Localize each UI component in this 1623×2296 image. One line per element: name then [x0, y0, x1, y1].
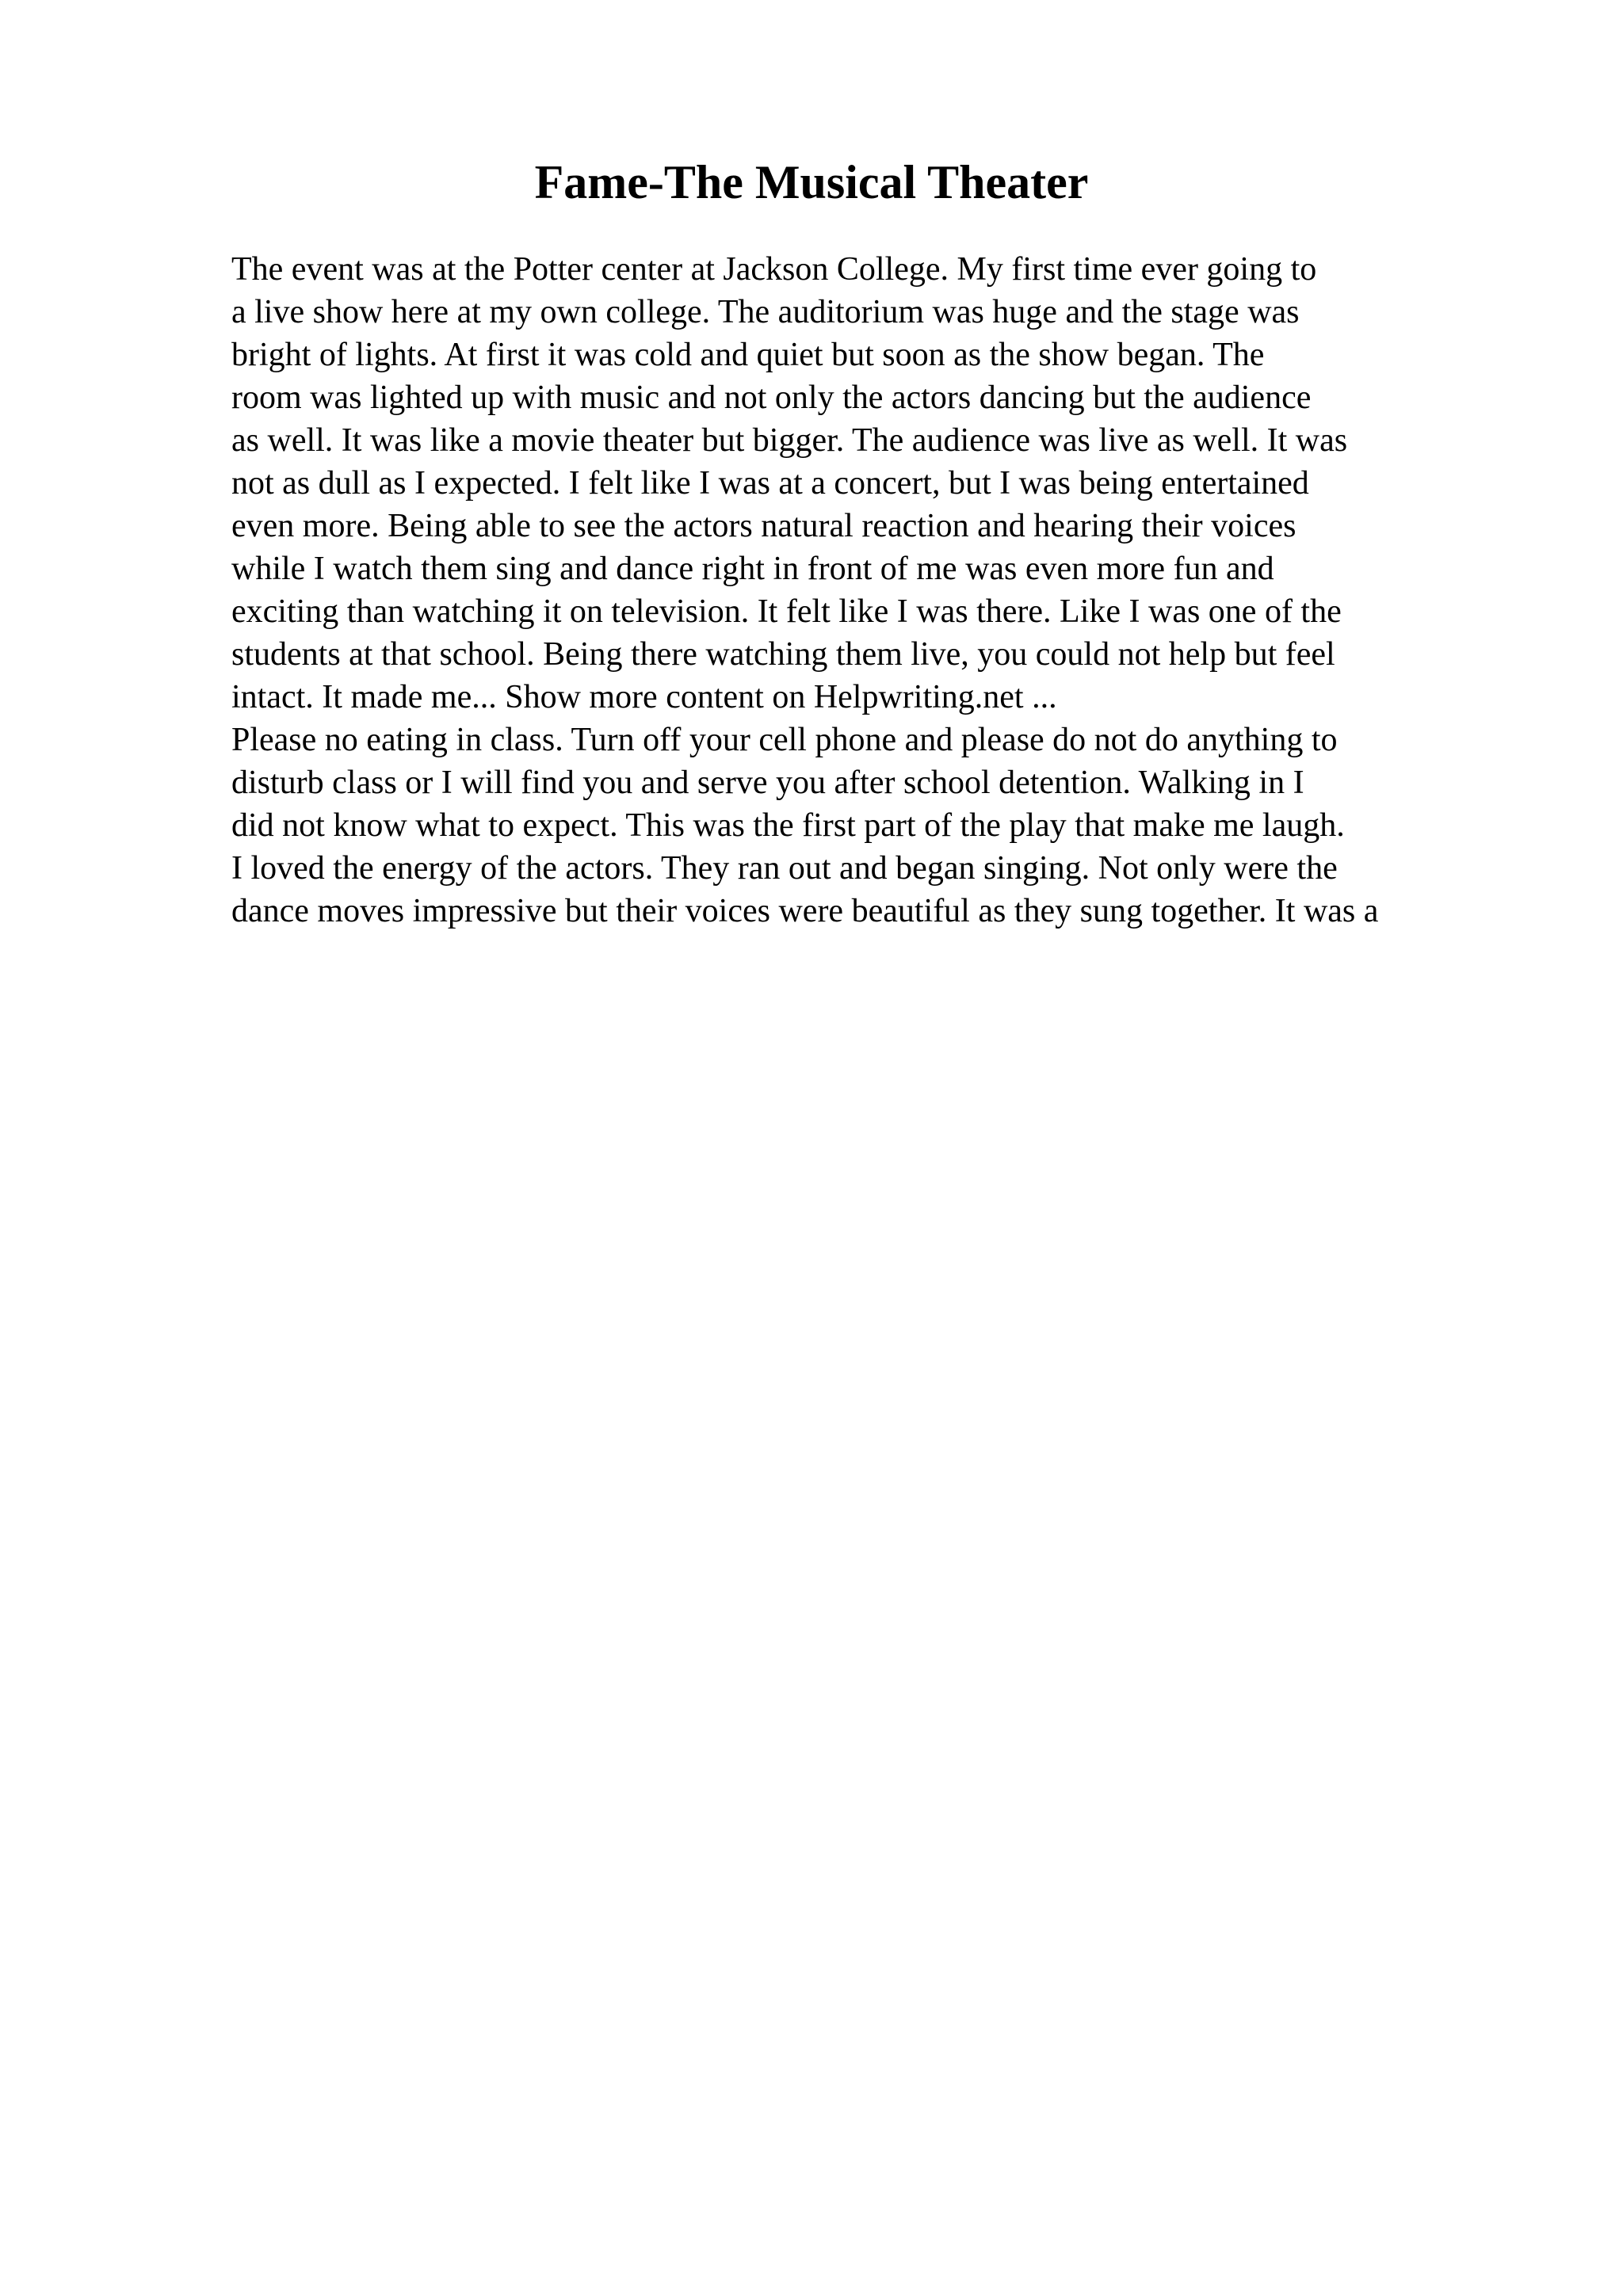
body-line: even more. Being able to see the actors natural reaction and hearing their voices	[231, 508, 1296, 544]
body-line: I loved the energy of the actors. They ran out and began singing. Not only were the	[231, 850, 1338, 887]
document-title: Fame-The Musical Theater	[534, 156, 1089, 208]
body-line: exciting than watching it on television. It felt like I was there. Like I was one of the	[231, 593, 1342, 630]
body-line: a live show here at my own college. The auditorium was huge and the stage was	[231, 294, 1300, 330]
body-line: as well. It was like a movie theater but bigger. The audience was live as well. It was	[231, 422, 1348, 459]
body-line: while I watch them sing and dance right in front of me was even more fun and	[231, 551, 1274, 587]
document-body	[231, 248, 1594, 933]
body-line: dance moves impressive but their voices were beautiful as they sung together. It was a	[231, 893, 1379, 929]
body-line: bright of lights. At first it was cold and quiet but soon as the show began. The	[231, 337, 1265, 373]
body-line: The event was at the Potter center at Jackson College. My first time ever going to	[231, 251, 1317, 288]
body-line: intact. It made me... Show more content on Helpwriting.net ...	[231, 679, 1057, 715]
body-line: room was lighted up with music and not only the actors dancing but the audience	[231, 379, 1312, 416]
body-line: students at that school. Being there watching them live, you could not help but feel	[231, 636, 1335, 673]
body-line: not as dull as I expected. I felt like I was at a concert, but I was being entertained	[231, 465, 1309, 502]
body-line: Please no eating in class. Turn off your cell phone and please do not do anything to	[231, 722, 1338, 758]
body-line: did not know what to expect. This was the first part of the play that make me laugh.	[231, 807, 1345, 844]
body-line: disturb class or I will find you and serve you after school detention. Walking in I	[231, 765, 1304, 801]
